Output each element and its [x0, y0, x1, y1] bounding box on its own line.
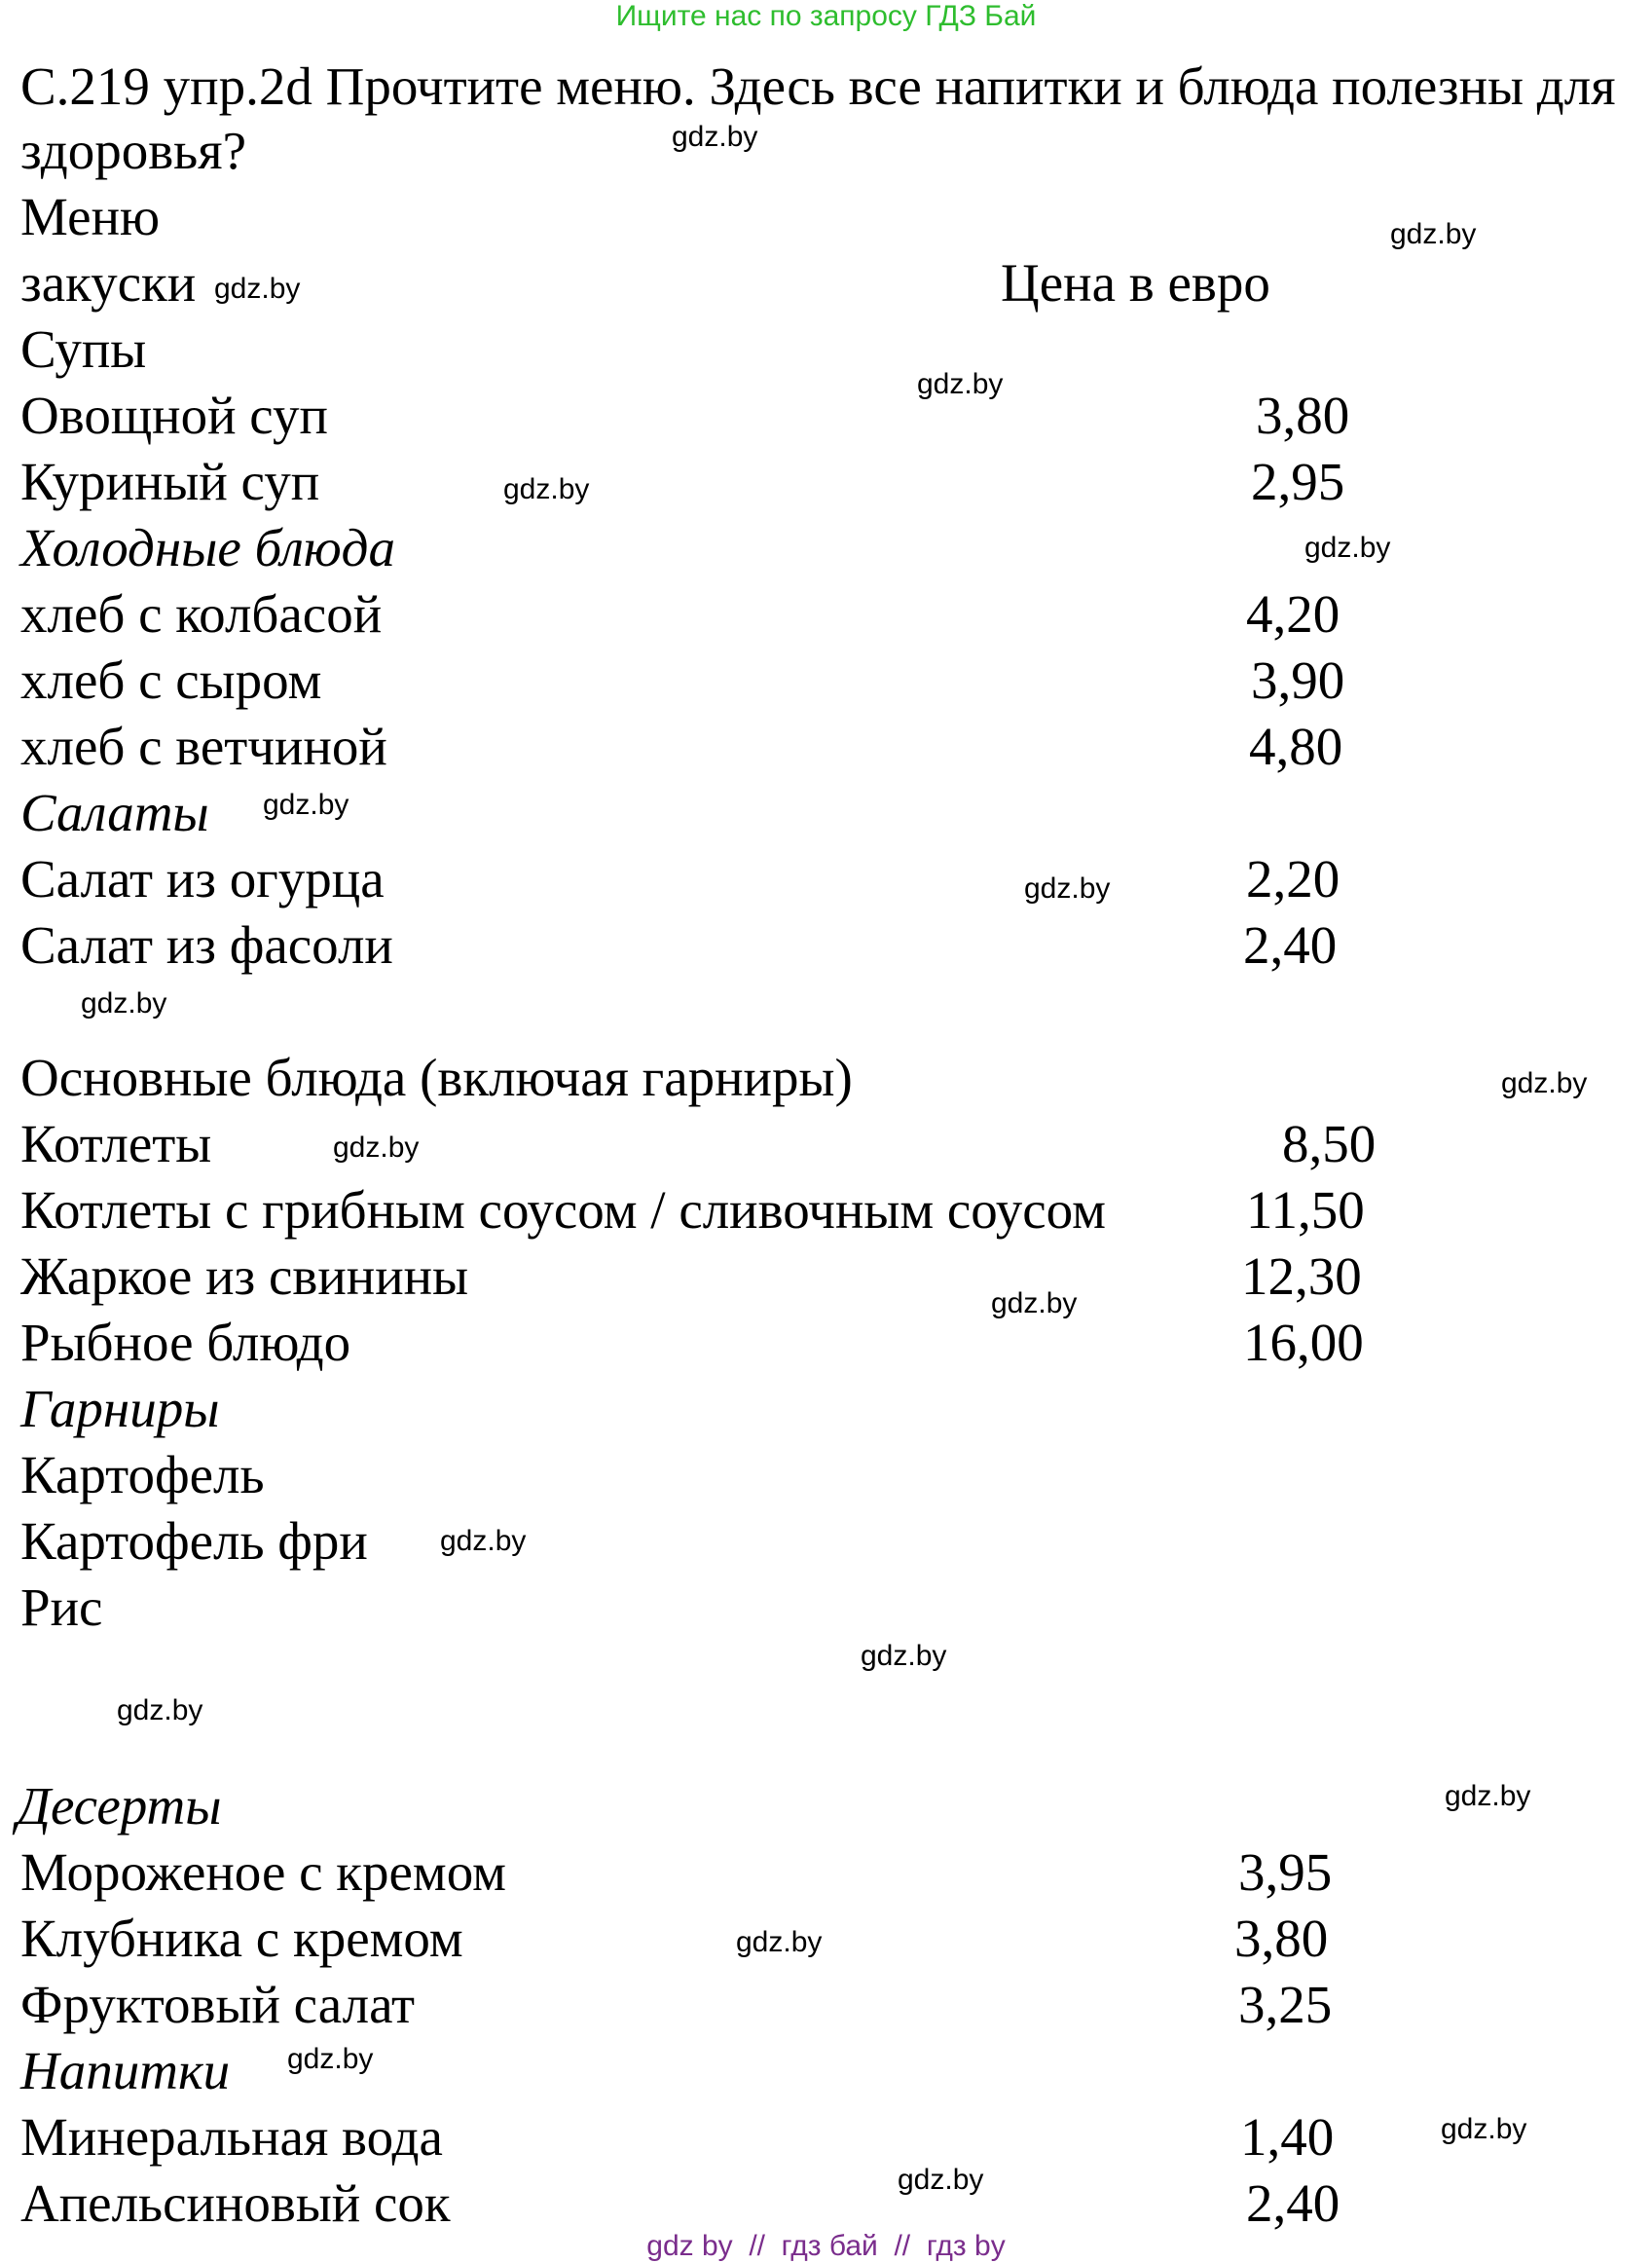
price-bread-cheese: 3,90 [1251, 650, 1345, 710]
price-fish-dish: 16,00 [1243, 1313, 1364, 1372]
exercise-heading: С.219 упр.2d Прочтите меню. Здесь все напитки и блюда полезны для здоровья? [20, 56, 1616, 180]
menu-item-rice: Рис [20, 1577, 103, 1637]
menu-item-cutlets: Котлеты [20, 1114, 212, 1173]
price-pork-roast: 12,30 [1241, 1246, 1362, 1306]
price-mineral-water: 1,40 [1240, 2107, 1335, 2167]
watermark: gdz.by [333, 1132, 420, 1164]
watermark: gdz.by [287, 2043, 374, 2075]
menu-item-bean-salad: Салат из фасоли [20, 915, 393, 975]
section-appetizers: закуски [20, 253, 197, 313]
watermark: gdz.by [917, 368, 1004, 400]
watermark: gdz.by [1390, 218, 1477, 250]
watermark: gdz.by [503, 473, 590, 505]
watermark: gdz.by [672, 121, 758, 153]
footer-links: gdz by // гдз бай // гдз by [646, 2230, 1006, 2262]
menu-item-cucumber-salad: Салат из огурца [20, 849, 385, 909]
menu-item-fish-dish: Рыбное блюдо [20, 1313, 351, 1372]
watermark: gdz.by [1304, 532, 1391, 564]
menu-item-cutlets-sauce: Котлеты с грибным соусом / сливочным соусом [20, 1180, 1106, 1240]
menu-item-potato: Картофель [20, 1445, 265, 1504]
section-sides: Гарниры [20, 1379, 220, 1438]
price-veg-soup: 3,80 [1256, 386, 1350, 445]
menu-item-ice-cream: Мороженое с кремом [20, 1842, 506, 1902]
price-bread-sausage: 4,20 [1246, 584, 1340, 644]
price-strawberry: 3,80 [1234, 1909, 1329, 1968]
menu-item-fruit-salad: Фруктовый салат [20, 1975, 416, 2034]
price-fruit-salad: 3,25 [1238, 1975, 1333, 2034]
price-orange-juice: 2,40 [1246, 2173, 1340, 2233]
menu-item-fries: Картофель фри [20, 1511, 368, 1571]
menu-item-strawberry: Клубника с кремом [20, 1909, 463, 1968]
section-desserts: Десерты [17, 1776, 222, 1836]
menu-item-pork-roast: Жаркое из свинины [20, 1246, 469, 1306]
watermark: gdz.by [1441, 2113, 1527, 2145]
watermark: gdz.by [1024, 872, 1111, 905]
watermark: gdz.by [440, 1525, 527, 1557]
section-drinks: Напитки [20, 2041, 231, 2100]
top-banner: Ищите нас по запросу ГДЗ Бай [615, 0, 1037, 32]
section-soups: Супы [20, 319, 147, 379]
price-column-header: Цена в евро [1001, 253, 1270, 313]
menu-item-mineral-water: Минеральная вода [20, 2107, 443, 2167]
watermark: gdz.by [736, 1926, 823, 1958]
price-bean-salad: 2,40 [1243, 915, 1338, 975]
menu-item-bread-cheese: хлеб с сыром [20, 650, 322, 710]
price-chicken-soup: 2,95 [1251, 452, 1345, 511]
section-main-dishes: Основные блюда (включая гарниры) [20, 1048, 853, 1107]
watermark: gdz.by [991, 1287, 1078, 1319]
price-cucumber-salad: 2,20 [1246, 849, 1340, 909]
watermark: gdz.by [861, 1640, 947, 1672]
menu-item-veg-soup: Овощной суп [20, 386, 328, 445]
menu-item-bread-sausage: хлеб с колбасой [20, 584, 383, 644]
menu-item-orange-juice: Апельсиновый сок [20, 2173, 451, 2233]
section-cold-dishes: Холодные блюда [20, 518, 395, 577]
price-cutlets-sauce: 11,50 [1246, 1180, 1365, 1240]
menu-item-chicken-soup: Куриный суп [20, 452, 320, 511]
menu-item-bread-ham: хлеб с ветчиной [20, 717, 387, 776]
watermark: gdz.by [1501, 1067, 1588, 1099]
menu-title: Меню [20, 187, 161, 246]
watermark: gdz.by [117, 1694, 203, 1726]
price-bread-ham: 4,80 [1249, 717, 1343, 776]
price-ice-cream: 3,95 [1238, 1842, 1333, 1902]
watermark: gdz.by [1445, 1780, 1531, 1812]
watermark: gdz.by [898, 2164, 984, 2196]
watermark: gdz.by [263, 789, 349, 821]
watermark: gdz.by [214, 273, 301, 305]
watermark: gdz.by [81, 987, 167, 1020]
section-salads: Салаты [20, 783, 209, 842]
price-cutlets: 8,50 [1282, 1114, 1377, 1173]
